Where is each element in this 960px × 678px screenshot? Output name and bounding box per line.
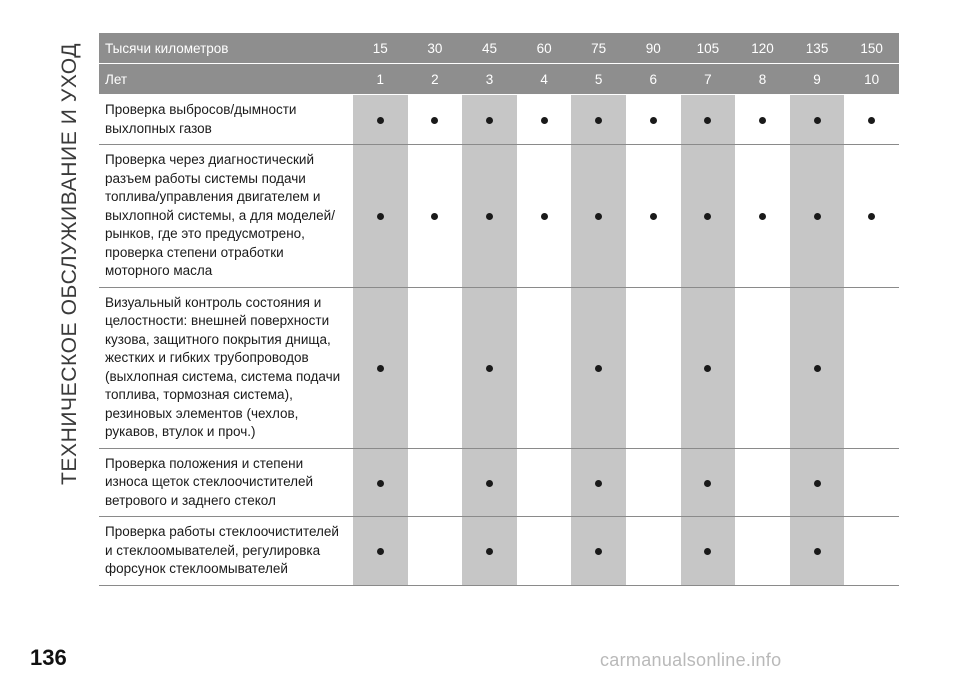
schedule-cell (844, 145, 899, 288)
schedule-cell (517, 517, 572, 586)
schedule-cell (735, 287, 790, 448)
bullet-mark-icon (814, 548, 821, 555)
bullet-mark-icon (595, 117, 602, 124)
bullet-mark-icon (377, 548, 384, 555)
schedule-cell (517, 448, 572, 517)
schedule-cell (844, 287, 899, 448)
bullet-mark-icon (541, 213, 548, 220)
maintenance-schedule-table (99, 33, 899, 586)
bullet-mark-icon (704, 548, 711, 555)
header-year-cell: 1 (353, 64, 408, 95)
header-year-cell: 3 (462, 64, 517, 95)
schedule-cell (681, 287, 736, 448)
header-km-cell: 75 (571, 33, 626, 64)
bullet-mark-icon (814, 480, 821, 487)
header-year-cell: 7 (681, 64, 736, 95)
schedule-cell (626, 448, 681, 517)
operation-label: Проверка положения и степени износа щеток стеклоочистителей ветрового и заднего стекол (99, 448, 353, 517)
header-km-cell: 105 (681, 33, 736, 64)
bullet-mark-icon (377, 117, 384, 124)
schedule-cell (571, 517, 626, 586)
schedule-cell (571, 145, 626, 288)
bullet-mark-icon (704, 213, 711, 220)
section-title-text: ТЕХНИЧЕСКОЕ ОБСЛУЖИВАНИЕ И УХОД (58, 42, 81, 486)
schedule-cell (408, 448, 463, 517)
bullet-mark-icon (486, 480, 493, 487)
bullet-mark-icon (759, 213, 766, 220)
schedule-cell (517, 95, 572, 145)
schedule-cell (735, 145, 790, 288)
schedule-cell (462, 517, 517, 586)
header-years-label: Лет (99, 64, 353, 95)
bullet-mark-icon (541, 117, 548, 124)
table-row (99, 145, 899, 288)
schedule-cell (571, 95, 626, 145)
operation-label: Проверка через диагностический разъем работы системы подачи топлива/управления двигателем и выхлопной системы, а для моделей/рынков, где это предусмотрено, проверка степени отработки моторного масла (99, 145, 353, 288)
operation-label: Проверка выбросов/дымности выхлопных газов (99, 95, 353, 145)
schedule-cell (408, 517, 463, 586)
bullet-mark-icon (704, 365, 711, 372)
schedule-cell (353, 287, 408, 448)
operation-label: Визуальный контроль состояния и целостности: внешней поверхности кузова, защитного покрытия днища, жестких и гибких трубопроводов (выхлопная система, система подачи топлива, тормозная система), резиновых элементов (чехлов, рукавов, втулок и проч.) (99, 287, 353, 448)
header-year-cell: 10 (844, 64, 899, 95)
bullet-mark-icon (595, 213, 602, 220)
bullet-mark-icon (377, 365, 384, 372)
header-year-cell: 6 (626, 64, 681, 95)
schedule-cell (790, 145, 845, 288)
schedule-cell (353, 95, 408, 145)
bullet-mark-icon (868, 213, 875, 220)
schedule-cell (462, 145, 517, 288)
schedule-cell (735, 95, 790, 145)
schedule-cell (517, 145, 572, 288)
bullet-mark-icon (486, 365, 493, 372)
bullet-mark-icon (759, 117, 766, 124)
schedule-cell (408, 95, 463, 145)
table-row (99, 287, 899, 448)
header-year-cell: 8 (735, 64, 790, 95)
schedule-cell (844, 95, 899, 145)
schedule-cell (681, 145, 736, 288)
bullet-mark-icon (595, 480, 602, 487)
header-year-cell: 4 (517, 64, 572, 95)
section-title-vertical (52, 34, 88, 494)
header-km-cell: 120 (735, 33, 790, 64)
header-year-cell: 5 (571, 64, 626, 95)
schedule-cell (571, 448, 626, 517)
bullet-mark-icon (431, 117, 438, 124)
bullet-mark-icon (814, 213, 821, 220)
schedule-cell (844, 448, 899, 517)
schedule-cell (353, 517, 408, 586)
bullet-mark-icon (814, 117, 821, 124)
bullet-mark-icon (595, 548, 602, 555)
schedule-cell (462, 448, 517, 517)
schedule-cell (790, 95, 845, 145)
table-row (99, 448, 899, 517)
bullet-mark-icon (650, 117, 657, 124)
header-km-cell: 150 (844, 33, 899, 64)
schedule-body (99, 95, 899, 586)
header-year-cell: 9 (790, 64, 845, 95)
page-number: 136 (30, 645, 67, 670)
schedule-cell (571, 287, 626, 448)
bullet-mark-icon (431, 213, 438, 220)
schedule-cell (844, 517, 899, 586)
bullet-mark-icon (650, 213, 657, 220)
schedule-cell (735, 448, 790, 517)
bullet-mark-icon (377, 480, 384, 487)
bullet-mark-icon (486, 548, 493, 555)
schedule-cell (681, 517, 736, 586)
schedule-cell (408, 145, 463, 288)
schedule-cell (681, 448, 736, 517)
header-km-cell: 90 (626, 33, 681, 64)
bullet-mark-icon (377, 213, 384, 220)
schedule-cell (462, 95, 517, 145)
bullet-mark-icon (704, 480, 711, 487)
schedule-cell (353, 448, 408, 517)
schedule-cell (790, 517, 845, 586)
operation-label: Проверка работы стеклоочистителей и стеклоомывателей, регулировка форсунок стеклоомывателей (99, 517, 353, 586)
table-row (99, 95, 899, 145)
schedule-cell (626, 517, 681, 586)
bullet-mark-icon (868, 117, 875, 124)
header-km-cell: 45 (462, 33, 517, 64)
bullet-mark-icon (814, 365, 821, 372)
schedule-cell (353, 145, 408, 288)
header-year-cell: 2 (408, 64, 463, 95)
schedule-cell (735, 517, 790, 586)
bullet-mark-icon (486, 213, 493, 220)
header-km-label: Тысячи километров (99, 33, 353, 64)
schedule-cell (626, 145, 681, 288)
header-km-cell: 135 (790, 33, 845, 64)
schedule-cell (681, 95, 736, 145)
table-row (99, 517, 899, 586)
header-row-years (99, 64, 899, 95)
header-row-km (99, 33, 899, 64)
header-km-cell: 30 (408, 33, 463, 64)
schedule-cell (790, 287, 845, 448)
bullet-mark-icon (704, 117, 711, 124)
schedule-cell (626, 287, 681, 448)
schedule-cell (626, 95, 681, 145)
schedule-cell (790, 448, 845, 517)
schedule-cell (408, 287, 463, 448)
schedule-cell (517, 287, 572, 448)
bullet-mark-icon (486, 117, 493, 124)
bullet-mark-icon (595, 365, 602, 372)
header-km-cell: 60 (517, 33, 572, 64)
schedule-cell (462, 287, 517, 448)
header-km-cell: 15 (353, 33, 408, 64)
watermark: carmanualsonline.info (600, 650, 782, 670)
